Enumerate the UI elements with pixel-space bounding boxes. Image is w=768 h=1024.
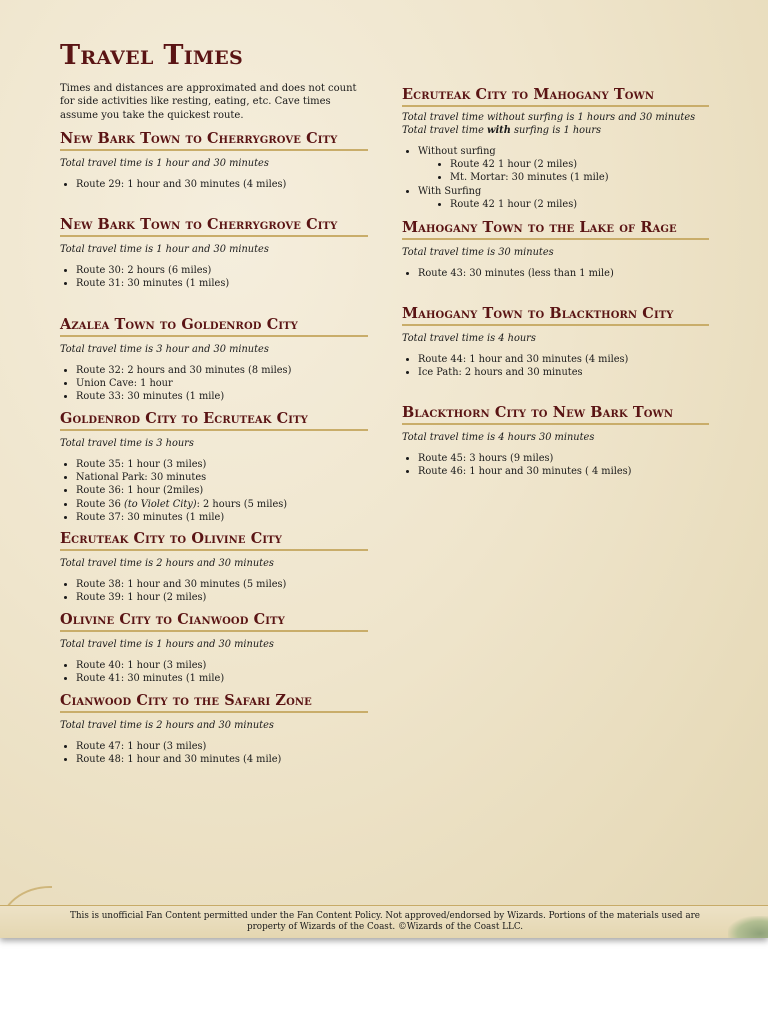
intro-paragraph: Times and distances are approximated and does not count for side activities like resting, eating, etc. Cave times assume you take the quickest route. [60,83,357,121]
list-item: • Route 37: 30 minutes (1 mile) [76,511,368,524]
total-time: Total travel time is 1 hours and 30 minutes [60,639,274,650]
legal-footer: This is unofficial Fan Content permitted under the Fan Content Policy. Not approved/endorsed by Wizards. Portions of the materials used are property of Wizards of the Coast. ©Wizards of the Coast LLC. [69,911,701,932]
section-goldenrod-ecruteak [60,410,368,524]
section-heading: Mahogany Town to the Lake of Rage [402,219,709,240]
sub-route-list [418,158,709,184]
list-item [418,145,709,185]
total-time: Total travel time is 3 hours [60,438,194,449]
list-item [76,498,368,511]
list-item: • National Park: 30 minutes [76,471,368,484]
list-item: • Route 46: 1 hour and 30 minutes ( 4 miles) [418,465,709,478]
total-time: Total travel time is 2 hours and 30 minutes [60,558,274,569]
route-list [60,264,368,290]
with-surfing-label: With Surfing [418,185,482,197]
list-item: • Route 36: 1 hour (2miles) [76,484,368,497]
list-item: • Route 33: 30 minutes (1 mile) [76,390,368,403]
route-list [60,178,368,191]
list-item: • Route 42 1 hour (2 miles) [450,158,709,171]
list-item: • Route 43: 30 minutes (less than 1 mile) [418,267,709,280]
sub-route-list [418,198,709,211]
list-item: • Route 31: 30 minutes (1 miles) [76,277,368,290]
route-list [402,145,709,211]
total-time: Total travel time is 2 hours and 30 minutes [60,720,274,731]
route-list [60,740,368,766]
list-item: • Route 45: 3 hours (9 miles) [418,452,709,465]
total-time: Total travel time is 4 hours 30 minutes [402,432,595,443]
list-item: • Route 39: 1 hour (2 miles) [76,591,368,604]
total-time-without-surfing: Total travel time without surfing is 1 hours and 30 minutes [402,112,696,123]
section-newbark-cherrygrove-1 [60,130,368,191]
route-list [402,353,709,379]
list-item: • Ice Path: 2 hours and 30 minutes [418,366,709,379]
route36-prefix: Route 36 [76,498,125,510]
list-item: • Route 32: 2 hours and 30 minutes (8 miles) [76,364,368,377]
route-list [402,452,709,478]
section-heading: New Bark Town to Cherrygrove City [60,130,368,151]
without-surfing-label: Without surfing [418,146,496,157]
route-list [60,458,368,524]
section-newbark-cherrygrove-2 [60,216,368,290]
total-time: Total travel time is 4 hours [402,333,536,344]
total-prefix: Total travel time [402,125,488,136]
section-mahogany-blackthorn [402,305,709,379]
route-list [60,659,368,685]
route-list [60,364,368,404]
section-ecruteak-olivine [60,530,368,604]
section-heading: Cianwood City to the Safari Zone [60,692,368,713]
total-time: Total travel time is 30 minutes [402,247,554,258]
list-item [418,185,709,211]
total-time: Total travel time is 3 hour and 30 minutes [60,344,269,355]
total-suffix: surfing is 1 hours [510,125,602,136]
leaf-ornament-icon [728,916,768,938]
list-item: • Route 47: 1 hour (3 miles) [76,740,368,753]
section-heading: New Bark Town to Cherrygrove City [60,216,368,237]
list-item: • Route 29: 1 hour and 30 minutes (4 miles) [76,178,368,191]
section-ecruteak-mahogany [402,86,709,211]
section-heading: Olivine City to Cianwood City [60,611,368,632]
route-list [402,267,709,280]
list-item: • Route 42 1 hour (2 miles) [450,198,709,211]
section-olivine-cianwood [60,611,368,685]
section-heading: Ecruteak City to Olivine City [60,530,368,551]
section-heading: Ecruteak City to Mahogany Town [402,86,709,107]
list-item: • Route 38: 1 hour and 30 minutes (5 miles) [76,578,368,591]
list-item: • Route 41: 30 minutes (1 mile) [76,672,368,685]
list-item: • Route 44: 1 hour and 30 minutes (4 miles) [418,353,709,366]
list-item: • Route 48: 1 hour and 30 minutes (4 mile) [76,753,368,766]
list-item: • Route 35: 1 hour (3 miles) [76,458,368,471]
section-cianwood-safari [60,692,368,766]
route36-suffix: : 2 hours (5 miles) [196,498,288,510]
total-time-with-surfing [402,124,709,137]
list-item: • Union Cave: 1 hour [76,377,368,390]
page-title: Travel Times [60,40,244,71]
route36-destination: (to Violet City) [124,498,197,510]
section-heading: Azalea Town to Goldenrod City [60,316,368,337]
section-azalea-goldenrod [60,316,368,404]
route-list [60,578,368,604]
section-mahogany-lake-of-rage [402,219,709,280]
section-heading: Goldenrod City to Ecruteak City [60,410,368,431]
section-blackthorn-newbark [402,404,709,478]
total-bold-with: with [487,125,511,136]
total-time: Total travel time is 1 hour and 30 minutes [60,244,269,255]
total-time: Total travel time is 1 hour and 30 minutes [60,158,269,169]
list-item: • Mt. Mortar: 30 minutes (1 mile) [450,171,709,184]
section-heading: Blackthorn City to New Bark Town [402,404,709,425]
list-item: • Route 30: 2 hours (6 miles) [76,264,368,277]
list-item: • Route 40: 1 hour (3 miles) [76,659,368,672]
section-heading: Mahogany Town to Blackthorn City [402,305,709,326]
